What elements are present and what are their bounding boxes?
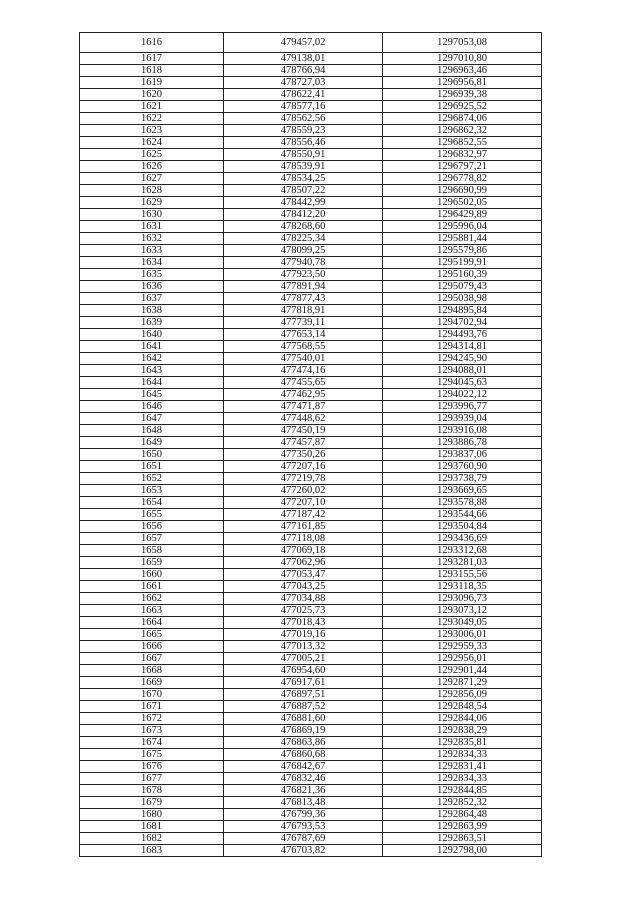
x-coordinate-cell: 477019,16: [224, 629, 383, 641]
point-number-cell: 1645: [80, 389, 224, 401]
y-coordinate-cell: 1295079,43: [383, 281, 542, 293]
point-number-cell: 1629: [80, 197, 224, 209]
y-coordinate-cell: 1296778,82: [383, 173, 542, 185]
table-row: [80, 737, 542, 749]
table-row: [80, 221, 542, 233]
y-coordinate-cell: 1295579,86: [383, 245, 542, 257]
y-coordinate-cell: 1292956,01: [383, 653, 542, 665]
y-coordinate-cell: 1292834,33: [383, 773, 542, 785]
x-coordinate-cell: 477350,26: [224, 449, 383, 461]
x-coordinate-cell: 477062,96: [224, 557, 383, 569]
y-coordinate-cell: 1297010,80: [383, 53, 542, 65]
table-row: [80, 761, 542, 773]
y-coordinate-cell: 1293006,01: [383, 629, 542, 641]
y-coordinate-cell: 1294022,12: [383, 389, 542, 401]
table-row: [80, 437, 542, 449]
y-coordinate-cell: 1296832,97: [383, 149, 542, 161]
point-number-cell: 1671: [80, 701, 224, 713]
y-coordinate-cell: 1296429,89: [383, 209, 542, 221]
table-row: [80, 749, 542, 761]
y-coordinate-cell: 1295199,91: [383, 257, 542, 269]
point-number-cell: 1660: [80, 569, 224, 581]
point-number-cell: 1630: [80, 209, 224, 221]
point-number-cell: 1652: [80, 473, 224, 485]
point-number-cell: 1625: [80, 149, 224, 161]
y-coordinate-cell: 1293939,04: [383, 413, 542, 425]
point-number-cell: 1673: [80, 725, 224, 737]
table-row: [80, 173, 542, 185]
x-coordinate-cell: 478559,23: [224, 125, 383, 137]
y-coordinate-cell: 1293155,56: [383, 569, 542, 581]
x-coordinate-cell: 477043,25: [224, 581, 383, 593]
y-coordinate-cell: 1292901,44: [383, 665, 542, 677]
table-row: [80, 569, 542, 581]
table-row: [80, 521, 542, 533]
point-number-cell: 1663: [80, 605, 224, 617]
table-row: [80, 653, 542, 665]
y-coordinate-cell: 1296797,21: [383, 161, 542, 173]
y-coordinate-cell: 1293760,90: [383, 461, 542, 473]
y-coordinate-cell: 1293312,68: [383, 545, 542, 557]
x-coordinate-cell: 477219,78: [224, 473, 383, 485]
point-number-cell: 1637: [80, 293, 224, 305]
x-coordinate-cell: 477818,91: [224, 305, 383, 317]
y-coordinate-cell: 1295881,44: [383, 233, 542, 245]
table-row: [80, 233, 542, 245]
table-row: [80, 773, 542, 785]
y-coordinate-cell: 1292835,81: [383, 737, 542, 749]
point-number-cell: 1642: [80, 353, 224, 365]
x-coordinate-cell: 478534,25: [224, 173, 383, 185]
y-coordinate-cell: 1293096,73: [383, 593, 542, 605]
x-coordinate-cell: 476887,52: [224, 701, 383, 713]
point-number-cell: 1624: [80, 137, 224, 149]
point-number-cell: 1670: [80, 689, 224, 701]
point-number-cell: 1620: [80, 89, 224, 101]
y-coordinate-cell: 1293118,35: [383, 581, 542, 593]
table-row: [80, 77, 542, 89]
table-row: [80, 257, 542, 269]
table-row: [80, 833, 542, 845]
x-coordinate-cell: 477161,85: [224, 521, 383, 533]
y-coordinate-cell: 1292834,33: [383, 749, 542, 761]
table-row: [80, 161, 542, 173]
x-coordinate-cell: 478507,22: [224, 185, 383, 197]
table-row: [80, 89, 542, 101]
point-number-cell: 1664: [80, 617, 224, 629]
table-row: [80, 581, 542, 593]
point-number-cell: 1643: [80, 365, 224, 377]
x-coordinate-cell: 476793,53: [224, 821, 383, 833]
y-coordinate-cell: 1293049,05: [383, 617, 542, 629]
table-row: [80, 617, 542, 629]
y-coordinate-cell: 1293073,12: [383, 605, 542, 617]
table-row: [80, 845, 542, 857]
y-coordinate-cell: 1293837,06: [383, 449, 542, 461]
y-coordinate-cell: 1292844,85: [383, 785, 542, 797]
y-coordinate-cell: 1293504,84: [383, 521, 542, 533]
table-row: [80, 245, 542, 257]
table-row: [80, 425, 542, 437]
y-coordinate-cell: 1292844,06: [383, 713, 542, 725]
table-row: [80, 677, 542, 689]
x-coordinate-cell: 477923,50: [224, 269, 383, 281]
y-coordinate-cell: 1296502,05: [383, 197, 542, 209]
point-number-cell: 1635: [80, 269, 224, 281]
table-row: [80, 101, 542, 113]
coordinates-table-body: [80, 33, 542, 857]
table-row: [80, 185, 542, 197]
table-row: [80, 809, 542, 821]
y-coordinate-cell: 1294314,81: [383, 341, 542, 353]
y-coordinate-cell: 1295160,39: [383, 269, 542, 281]
y-coordinate-cell: 1297053,08: [383, 33, 542, 53]
x-coordinate-cell: 478562,56: [224, 113, 383, 125]
x-coordinate-cell: 478412,20: [224, 209, 383, 221]
point-number-cell: 1653: [80, 485, 224, 497]
point-number-cell: 1640: [80, 329, 224, 341]
point-number-cell: 1633: [80, 245, 224, 257]
table-row: [80, 137, 542, 149]
table-row: [80, 605, 542, 617]
point-number-cell: 1649: [80, 437, 224, 449]
y-coordinate-cell: 1293281,03: [383, 557, 542, 569]
y-coordinate-cell: 1293886,78: [383, 437, 542, 449]
table-row: [80, 197, 542, 209]
point-number-cell: 1683: [80, 845, 224, 857]
x-coordinate-cell: 478577,16: [224, 101, 383, 113]
point-number-cell: 1657: [80, 533, 224, 545]
y-coordinate-cell: 1296852,55: [383, 137, 542, 149]
x-coordinate-cell: 478556,46: [224, 137, 383, 149]
x-coordinate-cell: 476787,69: [224, 833, 383, 845]
y-coordinate-cell: 1293544,66: [383, 509, 542, 521]
point-number-cell: 1648: [80, 425, 224, 437]
table-row: [80, 413, 542, 425]
point-number-cell: 1621: [80, 101, 224, 113]
table-row: [80, 665, 542, 677]
table-row: [80, 533, 542, 545]
point-number-cell: 1646: [80, 401, 224, 413]
point-number-cell: 1677: [80, 773, 224, 785]
x-coordinate-cell: 477462,95: [224, 389, 383, 401]
y-coordinate-cell: 1292798,00: [383, 845, 542, 857]
point-number-cell: 1622: [80, 113, 224, 125]
point-number-cell: 1681: [80, 821, 224, 833]
x-coordinate-cell: 476799,36: [224, 809, 383, 821]
x-coordinate-cell: 476813,48: [224, 797, 383, 809]
y-coordinate-cell: 1295038,98: [383, 293, 542, 305]
x-coordinate-cell: 477013,32: [224, 641, 383, 653]
x-coordinate-cell: 478539,91: [224, 161, 383, 173]
table-row: [80, 701, 542, 713]
point-number-cell: 1627: [80, 173, 224, 185]
x-coordinate-cell: 476703,82: [224, 845, 383, 857]
point-number-cell: 1618: [80, 65, 224, 77]
y-coordinate-cell: 1294245,90: [383, 353, 542, 365]
x-coordinate-cell: 477474,16: [224, 365, 383, 377]
table-row: [80, 317, 542, 329]
x-coordinate-cell: 477448,62: [224, 413, 383, 425]
x-coordinate-cell: 477069,18: [224, 545, 383, 557]
y-coordinate-cell: 1296939,38: [383, 89, 542, 101]
table-row: [80, 449, 542, 461]
y-coordinate-cell: 1294895,84: [383, 305, 542, 317]
y-coordinate-cell: 1296690,99: [383, 185, 542, 197]
point-number-cell: 1676: [80, 761, 224, 773]
point-number-cell: 1641: [80, 341, 224, 353]
point-number-cell: 1626: [80, 161, 224, 173]
point-number-cell: 1682: [80, 833, 224, 845]
table-row: [80, 281, 542, 293]
table-row: [80, 485, 542, 497]
table-row: [80, 797, 542, 809]
table-row: [80, 293, 542, 305]
y-coordinate-cell: 1296963,46: [383, 65, 542, 77]
x-coordinate-cell: 476863,86: [224, 737, 383, 749]
table-row: [80, 125, 542, 137]
x-coordinate-cell: 477877,43: [224, 293, 383, 305]
x-coordinate-cell: 477207,10: [224, 497, 383, 509]
table-row: [80, 629, 542, 641]
x-coordinate-cell: 478268,60: [224, 221, 383, 233]
point-number-cell: 1636: [80, 281, 224, 293]
x-coordinate-cell: 479457,02: [224, 33, 383, 53]
x-coordinate-cell: 477471,87: [224, 401, 383, 413]
y-coordinate-cell: 1292831,41: [383, 761, 542, 773]
point-number-cell: 1631: [80, 221, 224, 233]
table-row: [80, 377, 542, 389]
table-row: [80, 269, 542, 281]
point-number-cell: 1655: [80, 509, 224, 521]
x-coordinate-cell: 477005,21: [224, 653, 383, 665]
table-row: [80, 545, 542, 557]
y-coordinate-cell: 1293669,65: [383, 485, 542, 497]
x-coordinate-cell: 478727,03: [224, 77, 383, 89]
point-number-cell: 1665: [80, 629, 224, 641]
table-row: [80, 821, 542, 833]
x-coordinate-cell: 477653,14: [224, 329, 383, 341]
point-number-cell: 1651: [80, 461, 224, 473]
point-number-cell: 1659: [80, 557, 224, 569]
x-coordinate-cell: 476842,67: [224, 761, 383, 773]
table-row: [80, 365, 542, 377]
y-coordinate-cell: 1293916,08: [383, 425, 542, 437]
x-coordinate-cell: 479138,01: [224, 53, 383, 65]
x-coordinate-cell: 477940,78: [224, 257, 383, 269]
y-coordinate-cell: 1292848,54: [383, 701, 542, 713]
x-coordinate-cell: 478550,91: [224, 149, 383, 161]
x-coordinate-cell: 476821,36: [224, 785, 383, 797]
y-coordinate-cell: 1294045,63: [383, 377, 542, 389]
x-coordinate-cell: 476860,68: [224, 749, 383, 761]
y-coordinate-cell: 1293996,77: [383, 401, 542, 413]
y-coordinate-cell: 1296956,81: [383, 77, 542, 89]
x-coordinate-cell: 477455,65: [224, 377, 383, 389]
table-row: [80, 473, 542, 485]
table-row: [80, 53, 542, 65]
y-coordinate-cell: 1295996,04: [383, 221, 542, 233]
table-row: [80, 329, 542, 341]
x-coordinate-cell: 476954,60: [224, 665, 383, 677]
x-coordinate-cell: 478622,41: [224, 89, 383, 101]
point-number-cell: 1678: [80, 785, 224, 797]
point-number-cell: 1680: [80, 809, 224, 821]
x-coordinate-cell: 477891,94: [224, 281, 383, 293]
y-coordinate-cell: 1292864,48: [383, 809, 542, 821]
x-coordinate-cell: 477568,55: [224, 341, 383, 353]
point-number-cell: 1672: [80, 713, 224, 725]
point-number-cell: 1668: [80, 665, 224, 677]
point-number-cell: 1675: [80, 749, 224, 761]
table-row: [80, 341, 542, 353]
point-number-cell: 1679: [80, 797, 224, 809]
y-coordinate-cell: 1296862,32: [383, 125, 542, 137]
point-number-cell: 1617: [80, 53, 224, 65]
y-coordinate-cell: 1292838,29: [383, 725, 542, 737]
point-number-cell: 1632: [80, 233, 224, 245]
point-number-cell: 1616: [80, 33, 224, 53]
point-number-cell: 1669: [80, 677, 224, 689]
x-coordinate-cell: 476869,19: [224, 725, 383, 737]
x-coordinate-cell: 477034,88: [224, 593, 383, 605]
x-coordinate-cell: 477118,08: [224, 533, 383, 545]
y-coordinate-cell: 1296874,06: [383, 113, 542, 125]
y-coordinate-cell: 1294493,76: [383, 329, 542, 341]
coordinates-table: [79, 32, 542, 857]
table-row: [80, 641, 542, 653]
table-row: [80, 389, 542, 401]
point-number-cell: 1639: [80, 317, 224, 329]
y-coordinate-cell: 1293436,69: [383, 533, 542, 545]
point-number-cell: 1666: [80, 641, 224, 653]
point-number-cell: 1658: [80, 545, 224, 557]
point-number-cell: 1656: [80, 521, 224, 533]
x-coordinate-cell: 476881,60: [224, 713, 383, 725]
table-row: [80, 725, 542, 737]
point-number-cell: 1619: [80, 77, 224, 89]
y-coordinate-cell: 1293738,79: [383, 473, 542, 485]
table-row: [80, 509, 542, 521]
table-row: [80, 305, 542, 317]
point-number-cell: 1674: [80, 737, 224, 749]
x-coordinate-cell: 476832,46: [224, 773, 383, 785]
table-row: [80, 149, 542, 161]
x-coordinate-cell: 478225,34: [224, 233, 383, 245]
table-row: [80, 401, 542, 413]
y-coordinate-cell: 1292852,32: [383, 797, 542, 809]
point-number-cell: 1644: [80, 377, 224, 389]
x-coordinate-cell: 477187,42: [224, 509, 383, 521]
x-coordinate-cell: 478099,25: [224, 245, 383, 257]
x-coordinate-cell: 477739,11: [224, 317, 383, 329]
y-coordinate-cell: 1292959,33: [383, 641, 542, 653]
y-coordinate-cell: 1292856,09: [383, 689, 542, 701]
table-row: [80, 593, 542, 605]
table-row: [80, 557, 542, 569]
x-coordinate-cell: 477207,16: [224, 461, 383, 473]
y-coordinate-cell: 1292871,29: [383, 677, 542, 689]
table-row: [80, 33, 542, 53]
x-coordinate-cell: 478442,99: [224, 197, 383, 209]
x-coordinate-cell: 477450,19: [224, 425, 383, 437]
y-coordinate-cell: 1296925,52: [383, 101, 542, 113]
x-coordinate-cell: 477260,02: [224, 485, 383, 497]
table-row: [80, 113, 542, 125]
table-row: [80, 713, 542, 725]
point-number-cell: 1634: [80, 257, 224, 269]
table-row: [80, 689, 542, 701]
table-row: [80, 497, 542, 509]
y-coordinate-cell: 1294088,01: [383, 365, 542, 377]
x-coordinate-cell: 476897,51: [224, 689, 383, 701]
x-coordinate-cell: 476917,61: [224, 677, 383, 689]
point-number-cell: 1667: [80, 653, 224, 665]
table-row: [80, 209, 542, 221]
x-coordinate-cell: 478766,94: [224, 65, 383, 77]
y-coordinate-cell: 1292863,99: [383, 821, 542, 833]
table-row: [80, 461, 542, 473]
point-number-cell: 1661: [80, 581, 224, 593]
x-coordinate-cell: 477053,47: [224, 569, 383, 581]
table-row: [80, 65, 542, 77]
point-number-cell: 1628: [80, 185, 224, 197]
point-number-cell: 1623: [80, 125, 224, 137]
x-coordinate-cell: 477540,01: [224, 353, 383, 365]
x-coordinate-cell: 477018,43: [224, 617, 383, 629]
y-coordinate-cell: 1293578,88: [383, 497, 542, 509]
y-coordinate-cell: 1294702,94: [383, 317, 542, 329]
point-number-cell: 1638: [80, 305, 224, 317]
point-number-cell: 1647: [80, 413, 224, 425]
x-coordinate-cell: 477457,87: [224, 437, 383, 449]
table-row: [80, 353, 542, 365]
table-row: [80, 785, 542, 797]
y-coordinate-cell: 1292863,51: [383, 833, 542, 845]
point-number-cell: 1662: [80, 593, 224, 605]
x-coordinate-cell: 477025,73: [224, 605, 383, 617]
point-number-cell: 1654: [80, 497, 224, 509]
point-number-cell: 1650: [80, 449, 224, 461]
